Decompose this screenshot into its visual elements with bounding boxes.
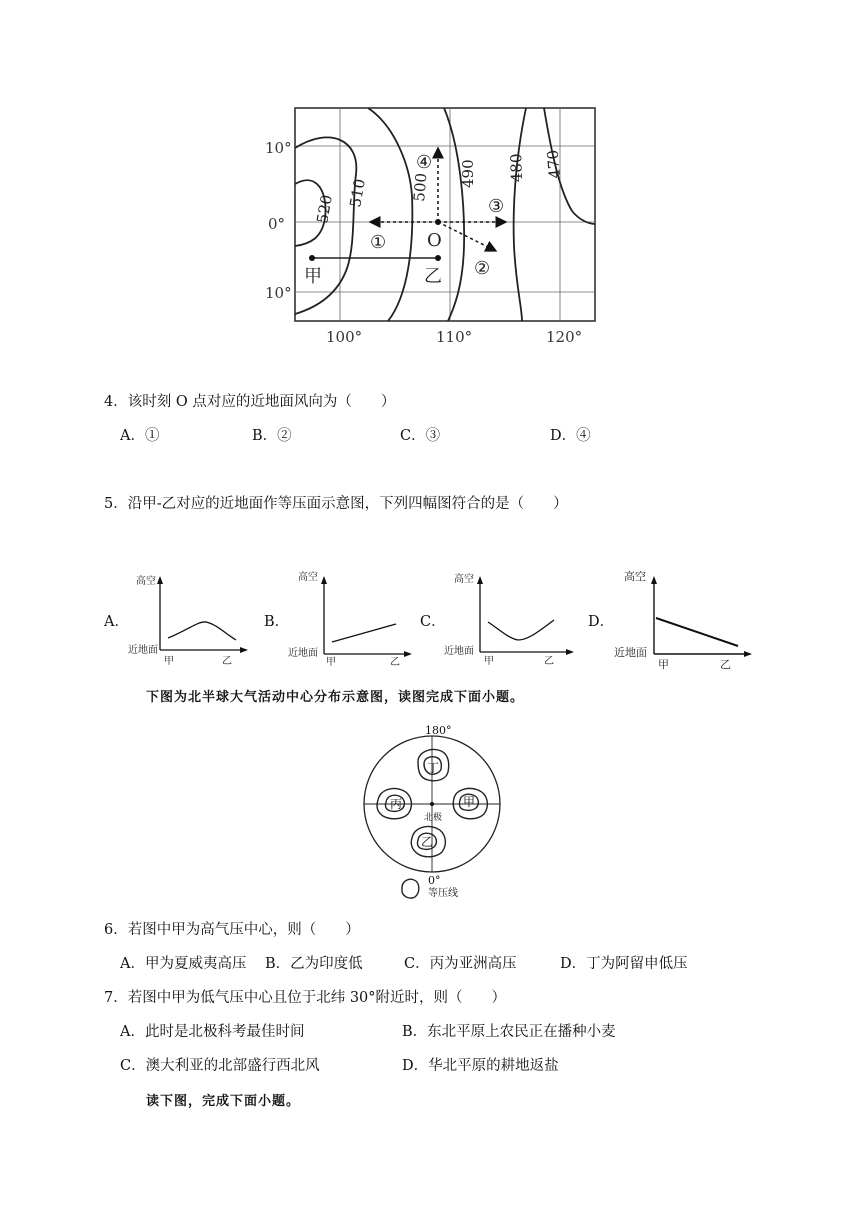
q6-option-c[interactable]: C．丙为亚洲高压 [404,956,517,972]
question-7-stem: 7．若图中甲为低气压中心且位于北纬 30°附近时，则（ ） [104,990,507,1006]
graph-a-end: 乙 [222,656,232,666]
polar-bottom-label: 0° [428,874,441,887]
q5-option-b[interactable]: B． [264,614,290,630]
point-jia-dot [309,255,315,261]
polar-map [356,720,516,905]
arrow-label-4: ④ [416,152,433,173]
intro-text-2: 读下图，完成下面小题。 [146,1094,301,1109]
graph-a-xlabel: 近地面 [128,645,158,656]
q5-option-d[interactable]: D． [588,614,615,630]
q7-option-c[interactable]: C．澳大利亚的北部盛行西北风 [120,1058,320,1074]
point-o-dot [435,219,441,225]
isobar-label-510: 510 [346,177,369,209]
q4-option-a[interactable]: A．① [120,428,160,444]
graph-d-xlabel: 近地面 [614,646,647,659]
legend-isobar-icon [402,879,419,898]
question-4-stem: 4．该时刻 O 点对应的近地面风向为（ ） [104,394,396,410]
lat-label-10n: 10° [265,139,292,157]
isobar-curve-c [488,620,554,640]
lon-label-110: 110° [436,328,473,346]
arrow-label-2: ② [474,258,491,279]
q4-option-c[interactable]: C．③ [400,428,441,444]
graph-c-start: 甲 [484,656,494,666]
graph-c-ylabel: 高空 [454,574,474,585]
q5-graph-d [610,562,760,670]
q4-option-b[interactable]: B．② [252,428,292,444]
q6-option-a[interactable]: A．甲为夏威夷高压 [120,956,247,972]
intro-text-1: 下图为北半球大气活动中心分布示意图，读图完成下面小题。 [146,690,525,705]
lon-label-120: 120° [546,328,583,346]
q5-graph-a [124,566,254,666]
graph-c-xlabel: 近地面 [444,646,474,657]
graph-d-ylabel: 高空 [624,570,646,583]
graph-b-start: 甲 [326,657,336,666]
graph-a-ylabel: 高空 [136,576,156,587]
q4-option-d[interactable]: D．④ [550,428,591,444]
graph-d-end: 乙 [720,658,731,670]
graph-b-end: 乙 [390,657,400,666]
q6-option-d[interactable]: D．丁为阿留申低压 [560,956,688,972]
point-o-label: O [427,230,442,251]
center-jia-label: 甲 [463,795,476,809]
q7-option-a[interactable]: A．此时是北极科考最佳时间 [120,1024,305,1040]
question-5-stem: 5．沿甲-乙对应的近地面作等压面示意图，下列四幅图符合的是（ ） [104,496,568,512]
polar-center-label: 北极 [424,813,443,823]
point-yi-label: 乙 [424,266,442,287]
q5-option-c[interactable]: C． [420,614,446,630]
q5-graph-c [440,566,580,666]
isobar-label-470: 470 [543,149,564,180]
graph-d-start: 甲 [658,658,669,670]
center-yi-label: 乙 [421,835,434,849]
isobar-label-500: 500 [410,172,431,203]
center-ding-label: 丁 [427,761,440,775]
legend-label: 等压线 [428,888,458,899]
lon-label-100: 100° [326,328,363,346]
lat-label-0: 0° [268,215,286,233]
q6-option-b[interactable]: B．乙为印度低 [265,956,363,972]
q7-option-d[interactable]: D．华北平原的耕地返盐 [402,1058,559,1074]
arrow-label-1: ① [370,232,387,253]
center-bing-label: 丙 [390,797,403,811]
isobar-label-490: 490 [459,159,477,188]
arrow-label-3: ③ [488,196,505,217]
graph-c-end: 乙 [544,656,554,666]
isobar-map [260,96,620,356]
isobar-label-520: 520 [313,193,336,225]
point-yi-dot [435,255,441,261]
q5-option-a[interactable]: A． [104,614,129,630]
q5-graph-b [284,566,414,666]
isobar-curve-b [332,624,396,642]
q7-option-b[interactable]: B．东北平原上农民正在播种小麦 [402,1024,616,1040]
lat-label-10s: 10° [265,284,292,302]
isobar-curve-d [656,618,738,646]
isobar-label-480: 480 [507,153,526,183]
question-6-stem: 6．若图中甲为高气压中心，则（ ） [104,922,360,938]
graph-b-xlabel: 近地面 [288,648,318,659]
isobar-curve-a [168,622,236,640]
graph-a-start: 甲 [164,656,174,666]
polar-top-label: 180° [425,724,452,737]
graph-b-ylabel: 高空 [298,572,318,583]
point-jia-label: 甲 [304,266,322,287]
